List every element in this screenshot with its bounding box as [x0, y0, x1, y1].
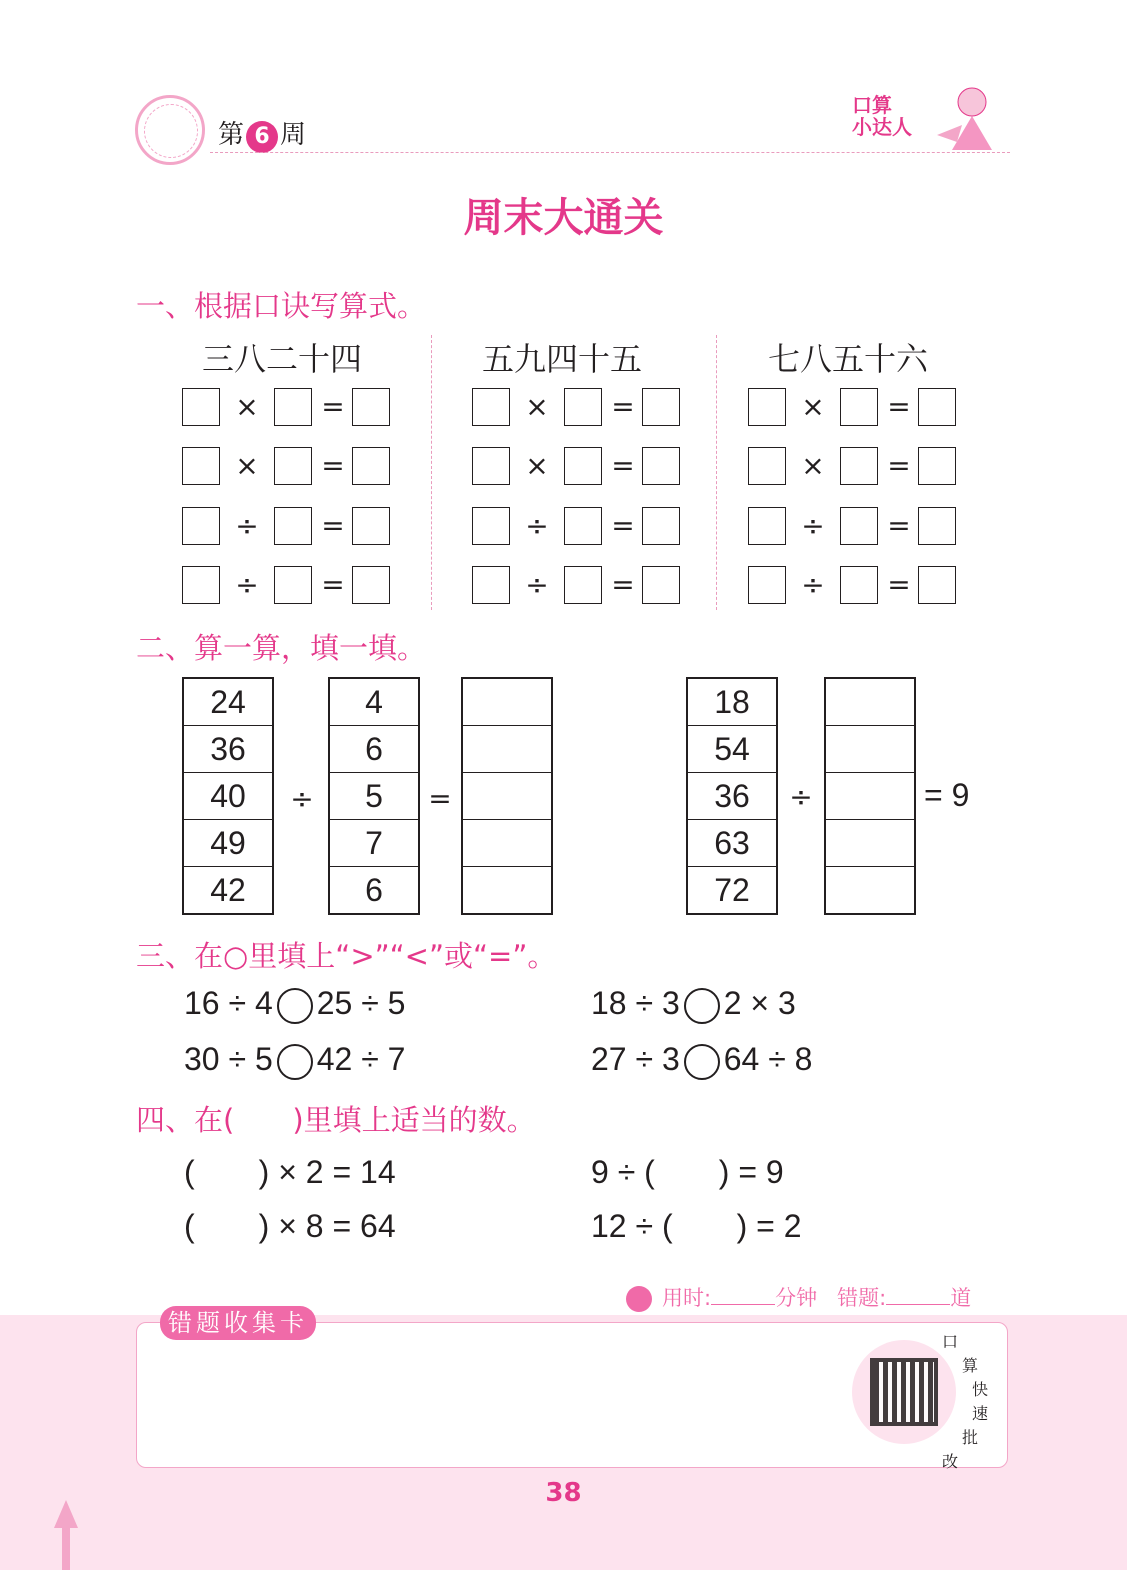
answer-cell[interactable] [826, 820, 914, 867]
column-divider [716, 335, 717, 610]
answer-box[interactable] [564, 566, 602, 604]
answer-cell[interactable] [463, 773, 551, 820]
answer-cell[interactable] [826, 726, 914, 773]
equals-sign: = [321, 568, 345, 601]
equals-sign: = [321, 449, 345, 482]
compare-item: 30 ÷ 5 42 ÷ 7 [184, 1041, 405, 1080]
equals-sign: = [428, 782, 452, 815]
operator-sign: ÷ [525, 568, 549, 601]
answer-box[interactable] [274, 507, 312, 545]
divide-sign: ÷ [290, 782, 314, 815]
answer-column-right [824, 677, 916, 915]
answer-box[interactable] [642, 507, 680, 545]
answer-box[interactable] [472, 447, 510, 485]
equals-sign: = [887, 568, 911, 601]
equals-sign: = [887, 509, 911, 542]
section1-heading: 一、根据口诀写算式。 [136, 289, 427, 323]
page-title: 周末大通关 [463, 195, 664, 241]
table-cell: 63 [688, 820, 776, 867]
operator-sign: ÷ [235, 568, 259, 601]
answer-box[interactable] [274, 566, 312, 604]
compare-circle[interactable] [684, 988, 720, 1024]
header-divider [210, 152, 1010, 153]
answer-box[interactable] [564, 447, 602, 485]
answer-box[interactable] [472, 566, 510, 604]
answer-cell[interactable] [463, 679, 551, 726]
table-cell: 7 [330, 820, 418, 867]
compare-item: 27 ÷ 3 64 ÷ 8 [591, 1041, 812, 1080]
column-divider [431, 335, 432, 610]
side-label: 口 算 快 速 批 改 [942, 1332, 989, 1471]
equals-sign: = [611, 509, 635, 542]
equals-sign: = [887, 449, 911, 482]
table-cell: 6 [365, 872, 383, 908]
rhyme-3: 七八五十六 [768, 340, 929, 378]
answer-box[interactable] [564, 388, 602, 426]
compare-circle[interactable] [684, 1044, 720, 1080]
operator-sign: × [235, 390, 259, 423]
rhyme-1: 三八二十四 [202, 340, 363, 378]
fill-item[interactable]: 12 ÷ ( ) = 2 [591, 1208, 802, 1244]
section2-heading: 二、算一算，填一填。 [136, 631, 427, 665]
answer-box[interactable] [918, 447, 956, 485]
answer-box[interactable] [274, 447, 312, 485]
table-cell: 5 [330, 773, 418, 820]
answer-cell[interactable] [826, 773, 914, 820]
table-cell: 72 [714, 872, 750, 908]
operator-sign: × [525, 449, 549, 482]
operator-sign: × [801, 449, 825, 482]
table-cell: 18 [688, 679, 776, 726]
table-cell: 49 [184, 820, 272, 867]
answer-box[interactable] [182, 507, 220, 545]
answer-cell[interactable] [826, 679, 914, 726]
mascot-illustration [932, 80, 1010, 162]
divisor-column-left [328, 677, 420, 915]
answer-cell[interactable] [826, 867, 914, 914]
equals-sign: = [611, 568, 635, 601]
answer-box[interactable] [642, 566, 680, 604]
equals-sign: = [321, 509, 345, 542]
fill-item[interactable]: ( ) × 2 = 14 [184, 1154, 396, 1190]
answer-box[interactable] [642, 447, 680, 485]
table-cell: 54 [688, 726, 776, 773]
answer-box[interactable] [840, 507, 878, 545]
operator-sign: ÷ [801, 568, 825, 601]
answer-box[interactable] [472, 507, 510, 545]
fill-item[interactable]: ( ) × 8 = 64 [184, 1208, 396, 1244]
arrow-decoration-icon [54, 1500, 88, 1574]
operator-sign: ÷ [801, 509, 825, 542]
answer-cell[interactable] [463, 867, 551, 914]
answer-box[interactable] [182, 566, 220, 604]
answer-box[interactable] [352, 447, 390, 485]
answer-box[interactable] [748, 566, 786, 604]
answer-cell[interactable] [463, 820, 551, 867]
section3-heading: 三、在○里填上“>”“<”或“=”。 [136, 939, 557, 973]
operator-sign: × [801, 390, 825, 423]
answer-box[interactable] [918, 507, 956, 545]
answer-box[interactable] [840, 447, 878, 485]
compare-circle[interactable] [277, 1044, 313, 1080]
table-cell: 40 [184, 773, 272, 820]
divide-sign: ÷ [789, 780, 813, 813]
answer-box[interactable] [748, 447, 786, 485]
answer-box[interactable] [564, 507, 602, 545]
answer-box[interactable] [918, 388, 956, 426]
answer-box[interactable] [840, 566, 878, 604]
qr-code-icon [870, 1358, 938, 1426]
compare-item: 16 ÷ 4 25 ÷ 5 [184, 985, 405, 1024]
equals-sign: = [611, 449, 635, 482]
operator-sign: ÷ [235, 509, 259, 542]
answer-box[interactable] [182, 388, 220, 426]
answer-box[interactable] [182, 447, 220, 485]
operator-sign: × [235, 449, 259, 482]
compare-item: 18 ÷ 3 2 × 3 [591, 985, 796, 1024]
answer-box[interactable] [840, 388, 878, 426]
equals-sign: = [611, 390, 635, 423]
brand-logo: 口算 小达人 [852, 93, 912, 139]
answer-box[interactable] [472, 388, 510, 426]
answer-box[interactable] [918, 566, 956, 604]
table-cell: 6 [330, 726, 418, 773]
table-cell: 42 [210, 872, 246, 908]
table-cell: 36 [184, 726, 272, 773]
section4-heading: 四、在( )里填上适当的数。 [136, 1103, 536, 1137]
equals-sign: = [887, 390, 911, 423]
result-label: = 9 [924, 777, 970, 813]
dividend-column-left [182, 677, 274, 915]
rhyme-2: 五九四十五 [482, 340, 643, 378]
logo-seal [135, 95, 205, 165]
answer-box[interactable] [642, 388, 680, 426]
answer-box[interactable] [748, 507, 786, 545]
stopwatch-icon [626, 1286, 652, 1312]
operator-sign: ÷ [525, 509, 549, 542]
week-label: 第 6 周 [218, 114, 306, 153]
equals-sign: = [321, 390, 345, 423]
answer-box[interactable] [352, 388, 390, 426]
answer-box[interactable] [352, 566, 390, 604]
week-number-badge: 6 [246, 121, 278, 153]
answer-box[interactable] [352, 507, 390, 545]
table-cell: 24 [184, 679, 272, 726]
page-number: 38 [545, 1478, 582, 1508]
table-cell: 36 [688, 773, 776, 820]
answer-box[interactable] [274, 388, 312, 426]
table-cell: 4 [330, 679, 418, 726]
fill-item[interactable]: 9 ÷ ( ) = 9 [591, 1154, 784, 1190]
answer-cell[interactable] [463, 726, 551, 773]
compare-circle[interactable] [277, 988, 313, 1024]
dividend-column-right [686, 677, 778, 915]
answer-box[interactable] [748, 388, 786, 426]
operator-sign: × [525, 390, 549, 423]
time-error-line: 用时: 分钟 错题: 道 [626, 1282, 971, 1312]
answer-column-left [461, 677, 553, 915]
card-label: 错题收集卡 [160, 1306, 316, 1340]
